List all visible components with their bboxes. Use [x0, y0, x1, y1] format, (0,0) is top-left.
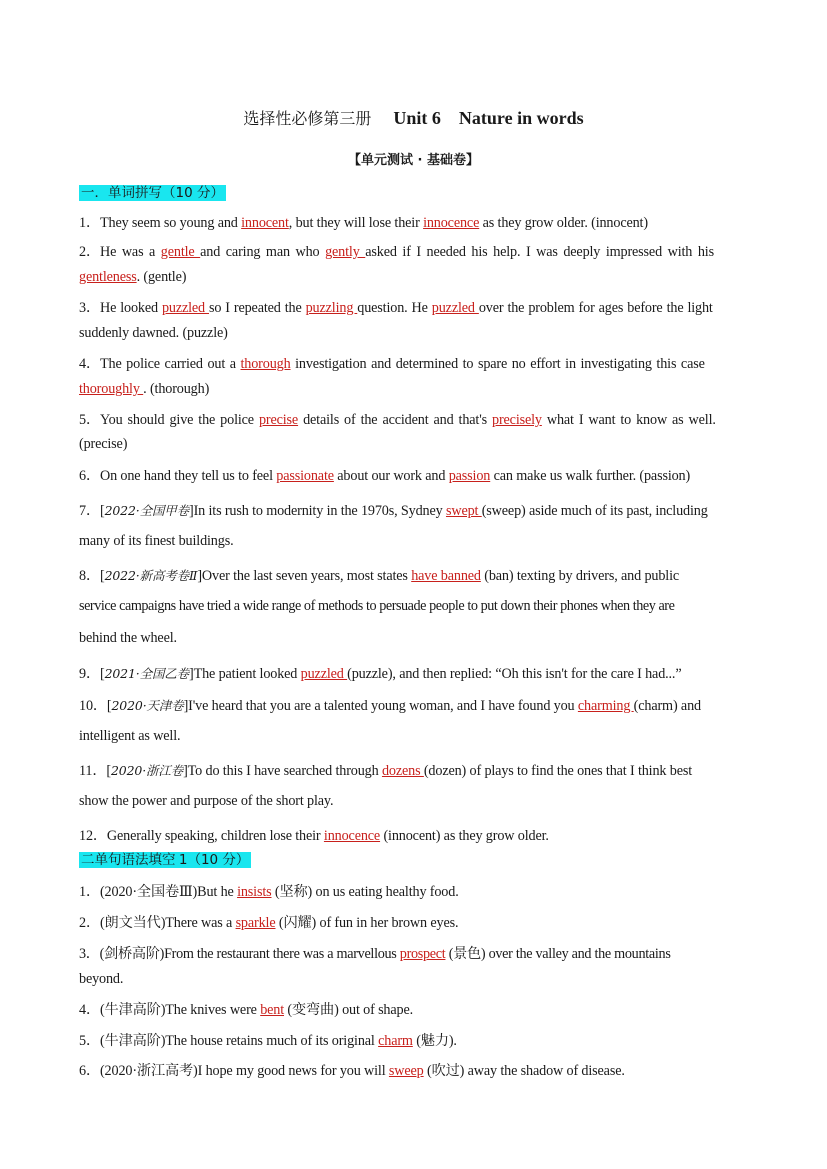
s1-question-1: 1．They seem so young and innocent, but they will lose their innocence as they grow older. (innocent): [79, 215, 648, 231]
s1-question-5: 5．You should give the police precise details of the accident and that's precisely what I want to know as well.: [79, 412, 716, 428]
s1-question-5-cont: (precise): [79, 436, 128, 452]
answer: sweep: [388, 1063, 424, 1079]
answer: precise: [258, 412, 299, 428]
answer: insists: [237, 884, 272, 900]
s1-question-4-cont: thoroughly . (thorough): [79, 381, 210, 397]
s2-question-3: 3．(剑桥高阶)From the restaurant there was a marvellous prospect (景色) over the valley and the mountains: [79, 946, 671, 962]
question-source: 2021·全国乙卷: [104, 666, 189, 681]
section2-heading: [79, 850, 251, 870]
s2-question-2: 2．(朗文当代)There was a sparkle (闪耀) of fun in her brown eyes.: [79, 915, 459, 931]
question-source: 2022·全国甲卷: [104, 503, 189, 518]
answer: bent: [260, 1002, 285, 1018]
s1-question-9: 9．[2021·全国乙卷]The patient looked puzzled (puzzle), and then replied: “Oh this isn't for the care I had...”: [79, 666, 682, 682]
answer: innocent: [241, 215, 289, 231]
answer: charm: [378, 1033, 413, 1049]
s1-question-2: 2．He was a gentle and caring man who gently asked if I needed his help. I was deeply impressed with his: [79, 244, 714, 260]
answer: innocence: [323, 828, 381, 844]
s1-question-8-cont: service campaigns have tried a wide range of methods to persuade people to put down their phones when they are: [79, 598, 675, 614]
s2-question-1: 1．(2020·全国卷Ⅲ)But he insists (坚称) on us eating healthy food.: [79, 884, 459, 900]
answer: thoroughly: [79, 381, 144, 397]
s1-question-10: 10．[2020·天津卷]I've heard that you are a talented young woman, and I have found you charming (charm) and: [79, 698, 701, 714]
answer: gentle: [160, 244, 201, 260]
s1-question-2-cont: gentleness. (gentle): [79, 269, 187, 285]
s1-question-6: 6．On one hand they tell us to feel passionate about our work and passion can make us walk further. (passion): [79, 468, 691, 484]
s1-question-8-cont2: behind the wheel.: [79, 630, 177, 646]
answer: charming: [577, 698, 634, 714]
s2-question-4: 4．(牛津高阶)The knives were bent (变弯曲) out of shape.: [79, 1002, 414, 1018]
s1-question-3: 3．He looked puzzled so I repeated the puzzling question. He puzzled over the problem for ages before the light: [79, 300, 713, 316]
s2-question-6: 6．(2020·浙江高考)I hope my good news for you will sweep (吹过) away the shadow of disease.: [79, 1063, 625, 1079]
s1-question-11: 11．[2020·浙江卷]To do this I have searched through dozens (dozen) of plays to find the ones that I think best: [79, 763, 693, 779]
section1-label: 一．单词拼写（10 分）: [81, 185, 224, 201]
answer: innocence: [423, 215, 480, 231]
s1-question-7-cont: many of its finest buildings.: [79, 533, 234, 549]
s1-question-12: 12．Generally speaking, children lose their innocence (innocent) as they grow older.: [79, 828, 549, 844]
answer: gently: [325, 244, 366, 260]
answer: prospect: [399, 946, 446, 962]
answer: puzzled: [161, 300, 209, 316]
question-source: 2022·新高考卷Ⅱ: [104, 568, 198, 583]
page-subtitle: 【单元测试 · 基础卷】: [348, 153, 479, 168]
section1-heading: [79, 183, 226, 203]
question-source: 2020·天津卷: [111, 698, 184, 713]
answer: puzzling: [305, 300, 358, 316]
s1-question-8: 8．[2022·新高考卷Ⅱ]Over the last seven years, most states have banned (ban) texting by drivers, and public: [79, 568, 680, 584]
answer: swept: [445, 503, 482, 519]
answer: puzzled: [431, 300, 479, 316]
answer: precisely: [492, 412, 542, 428]
s2-question-3-cont: beyond.: [79, 971, 124, 987]
answer: dozens: [381, 763, 424, 779]
s1-question-4: 4．The police carried out a thorough investigation and determined to spare no effort in investigating this case: [79, 356, 705, 372]
answer: puzzled: [300, 666, 348, 682]
page-title: [0, 106, 827, 129]
answer: have banned: [411, 568, 481, 584]
answer: thorough: [240, 356, 291, 372]
s1-question-10-cont: intelligent as well.: [79, 728, 181, 744]
answer: passionate: [276, 468, 334, 484]
answer: gentleness: [79, 269, 137, 285]
s2-question-5: 5．(牛津高阶)The house retains much of its original charm (魅力).: [79, 1033, 457, 1049]
title-en: Unit 6 Nature in words: [393, 108, 584, 128]
answer: sparkle: [235, 915, 276, 931]
answer: passion: [448, 468, 491, 484]
s1-question-7: 7．[2022·全国甲卷]In its rush to modernity in the 1970s, Sydney swept (sweep) aside much of its past, including: [79, 503, 708, 519]
section2-label: 二单句语法填空 1（10 分）: [81, 852, 250, 868]
title-cn: 选择性必修第三册: [243, 109, 372, 128]
s1-question-3-cont: suddenly dawned. (puzzle): [79, 325, 228, 341]
question-source: 2020·浙江卷: [110, 763, 184, 778]
s1-question-11-cont: show the power and purpose of the short play.: [79, 793, 334, 809]
